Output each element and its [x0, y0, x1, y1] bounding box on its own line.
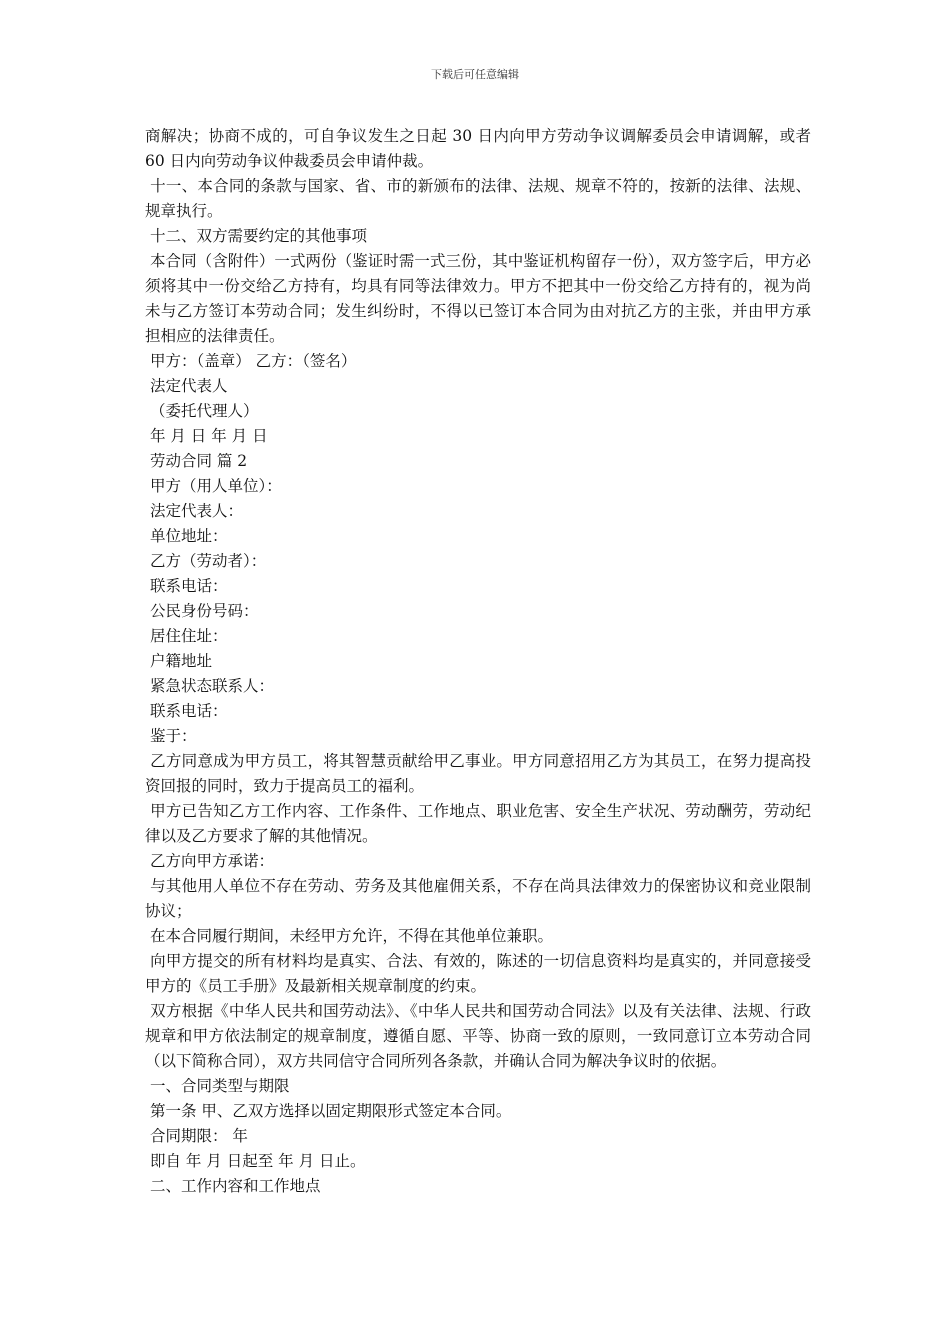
paragraph: 十二、双方需要约定的其他事项 — [145, 227, 367, 245]
paragraph: 甲方已告知乙方工作内容、工作条件、工作地点、职业危害、安全生产状况、劳动酬劳，劳动纪律以及乙方要求了解的其他情况。 — [145, 802, 811, 845]
paragraph: 乙方向甲方承诺： — [145, 852, 274, 870]
section-heading: 二、工作内容和工作地点 — [145, 1177, 321, 1195]
paragraph: 乙方同意成为甲方员工，将其智慧贡献给甲乙事业。甲方同意招用乙方为其员工，在努力提高投资回报的同时，致力于提高员工的福利。 — [145, 752, 811, 795]
section-title: 劳动合同 篇 2 — [145, 452, 248, 470]
paragraph: 甲方：（盖章） 乙方：（签名） — [145, 352, 357, 370]
paragraph: 联系电话： — [145, 702, 228, 720]
paragraph: 商解决；协商不成的，可自争议发生之日起 30 日内向甲方劳动争议调解委员会申请调解，或者 60 日内向劳动争议仲裁委员会申请仲裁。 — [145, 127, 816, 170]
paragraph: 即自 年 月 日起至 年 月 日止。 — [145, 1152, 366, 1170]
paragraph: 鉴于： — [145, 727, 197, 745]
paragraph: 双方根据《中华人民共和国劳动法》、《中华人民共和国劳动合同法》以及有关法律、法规、行政规章和甲方依法制定的规章制度，遵循自愿、平等、协商一致的原则，一致同意订立本劳动合同（以下简称合同），双方共同信守合同所列各条款，并确认合同为解决争议时的依据。 — [145, 1002, 811, 1070]
paragraph: 与其他用人单位不存在劳动、劳务及其他雇佣关系，不存在尚具法律效力的保密协议和竞业限制协议； — [145, 877, 811, 920]
paragraph: 在本合同履行期间，未经甲方允许，不得在其他单位兼职。 — [145, 927, 553, 945]
paragraph: （委托代理人） — [145, 402, 259, 420]
paragraph: 单位地址： — [145, 527, 228, 545]
paragraph: 居住住址： — [145, 627, 228, 645]
paragraph: 户籍地址 — [145, 652, 212, 670]
paragraph: 甲方（用人单位）： — [145, 477, 282, 495]
paragraph: 乙方（劳动者）： — [145, 552, 267, 570]
paragraph: 公民身份号码： — [145, 602, 259, 620]
paragraph: 紧急状态联系人： — [145, 677, 274, 695]
paragraph: 本合同（含附件）一式两份（鉴证时需一式三份，其中鉴证机构留存一份），双方签字后，甲方必须将其中一份交给乙方持有，均具有同等法律效力。甲方不把其中一份交给乙方持有的，视为尚未与乙方签订本劳动合同；发生纠纷时，不得以已签订本合同为由对抗乙方的主张，并由甲方承担相应的法律责任。 — [145, 252, 811, 345]
document-body — [145, 124, 816, 1199]
paragraph: 法定代表人 — [145, 377, 228, 395]
paragraph: 年 月 日 年 月 日 — [145, 427, 268, 445]
paragraph: 第一条 甲、乙双方选择以固定期限形式签定本合同。 — [145, 1102, 512, 1120]
paragraph: 向甲方提交的所有材料均是真实、合法、有效的，陈述的一切信息资料均是真实的，并同意接受甲方的《员工手册》及最新相关规章制度的约束。 — [145, 952, 811, 995]
paragraph: 联系电话： — [145, 577, 228, 595]
page-header: 下载后可任意编辑 — [431, 68, 519, 81]
section-heading: 一、合同类型与期限 — [145, 1077, 290, 1095]
paragraph: 法定代表人： — [145, 502, 243, 520]
paragraph: 合同期限： 年 — [145, 1127, 248, 1145]
paragraph: 十一、本合同的条款与国家、省、市的新颁布的法律、法规、规章不符的，按新的法律、法规、规章执行。 — [145, 177, 811, 220]
